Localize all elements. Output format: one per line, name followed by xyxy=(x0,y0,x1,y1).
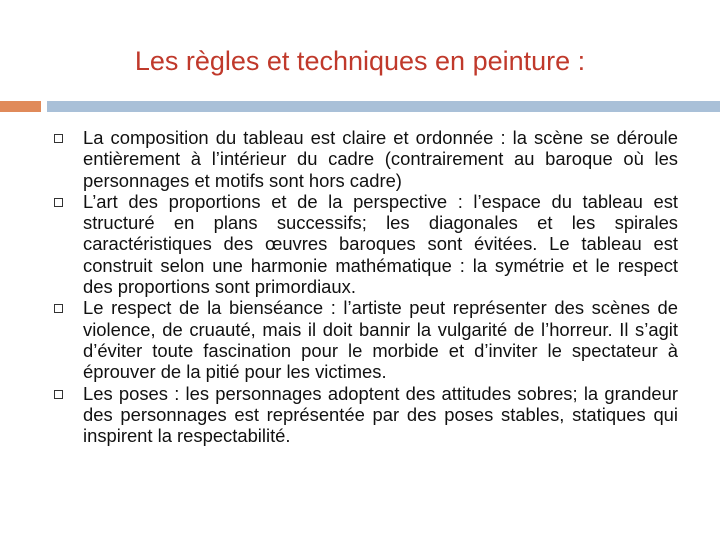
checkbox-square-icon xyxy=(54,304,63,313)
bullet-list xyxy=(54,127,678,446)
bullet-text: L’art des proportions et de la perspective : l’espace du tableau est structuré en plans successifs; les diagonales et les spirales caractéristiques des œuvres baroques sont évitées. Le tableau est construit selon une harmonie mathématique : la symétrie et le respect des proportions sont primordiaux. xyxy=(83,190,678,298)
bullet-text: Le respect de la bienséance : l’artiste peut représenter des scènes de violence, de cruauté, mais il doit bannir la vulgarité de l’horreur. Il s’agit d’éviter toute fascination pour le morbide et d’inviter le spectateur à éprouver de la pitié pour les victimes. xyxy=(83,297,678,383)
bullet-item-bienseance xyxy=(54,297,678,382)
slide-title: Les règles et techniques en peinture : xyxy=(134,46,586,76)
checkbox-square-icon xyxy=(54,134,63,143)
accent-bar xyxy=(0,101,41,112)
bullet-item-composition xyxy=(54,127,678,191)
bullet-text: La composition du tableau est claire et ordonnée : la scène se déroule entièrement à l’intérieur du cadre (contrairement au baroque où les personnages et motifs sont hors cadre) xyxy=(83,127,678,191)
bullet-item-poses xyxy=(54,383,678,447)
checkbox-square-icon xyxy=(54,198,63,207)
checkbox-square-icon xyxy=(54,390,63,399)
title-underline-bar xyxy=(47,101,720,112)
bullet-text: Les poses : les personnages adoptent des attitudes sobres; la grandeur des personnages est représentée par des poses stables, statiques qui inspirent la respectabilité. xyxy=(83,382,678,447)
bullet-item-proportions xyxy=(54,191,678,297)
